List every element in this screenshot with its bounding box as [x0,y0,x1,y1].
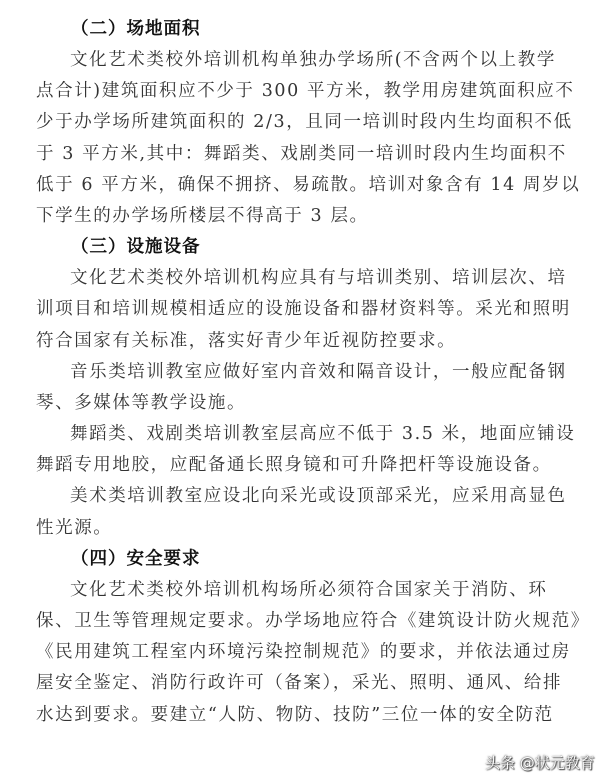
paragraph-facilities-music [36,357,572,419]
section-heading-safety: （四）安全要求 [71,548,201,569]
text-line: 点合计)建筑面积应不少于 300 平方米，教学用房建筑面积应不 [36,81,575,102]
text-line: 性光源。 [36,517,113,538]
text-line: 文化艺术类校外培训机构单独办学场所(不含两个以上教学 [70,50,556,70]
paragraph-facilities-art [36,481,572,543]
text-line: 保、卫生等管理规定要求。办学场地应符合《建筑设计防火规范》 [36,611,590,631]
text-line: 于 3 平方米,其中：舞蹈类、戏剧类同一培训时段内生均面积不 [36,143,567,164]
text-line: 训项目和培训规模相适应的设施设备和器材资料等。采光和照明 [36,299,571,320]
document-page [36,14,590,731]
section-heading-site-area: （二）场地面积 [71,19,201,39]
text-line: 舞蹈类、戏剧类培训教室层高应不低于 3.5 米，地面应铺设 [70,424,576,445]
text-line: 舞蹈专用地胶，应配备通长照身镜和可升降把杆等设施设备。 [36,455,552,476]
watermark-label: 头条 @状元教育 [485,754,595,772]
text-line: 音乐类培训教室应做好室内音效和隔音设计，一般应配备钢 [70,361,567,382]
section-heading-facilities: （三）设施设备 [71,237,201,258]
text-line: 文化艺术类校外培训机构应具有与培训类别、培训层次、培 [70,268,567,289]
paragraph-site-area [36,45,581,232]
paragraph-facilities-dance [36,419,576,481]
text-line: 《民用建筑工程室内环境污染控制规范》的要求，并依法通过房 [36,642,571,663]
text-line: 屋安全鉴定、消防行政许可（备案），采光、照明、通风、给排 [36,673,563,694]
paragraph-facilities-general [36,263,572,357]
text-line: 符合国家有关标准，落实好青少年近视防控要求。 [36,330,457,351]
paragraph-safety [36,575,590,731]
text-line: 美术类培训教室应设北向采光或设顶部采光，应采用高显色 [70,486,567,507]
text-line: 文化艺术类校外培训机构场所必须符合国家关于消防、环 [70,579,548,600]
text-line: 水达到要求。要建立“人防、物防、技防”三位一体的安全防范 [36,704,554,725]
text-line: 琴、多媒体等教学设施。 [36,392,247,413]
text-line: 下学生的办学场所楼层不得高于 3 层。 [36,205,369,226]
text-line: 少于办学场所建筑面积的 2/3，且同一培训时段内生均面积不低 [36,112,573,133]
text-line: 低于 6 平方米，确保不拥挤、易疏散。培训对象含有 14 周岁以 [36,174,581,195]
